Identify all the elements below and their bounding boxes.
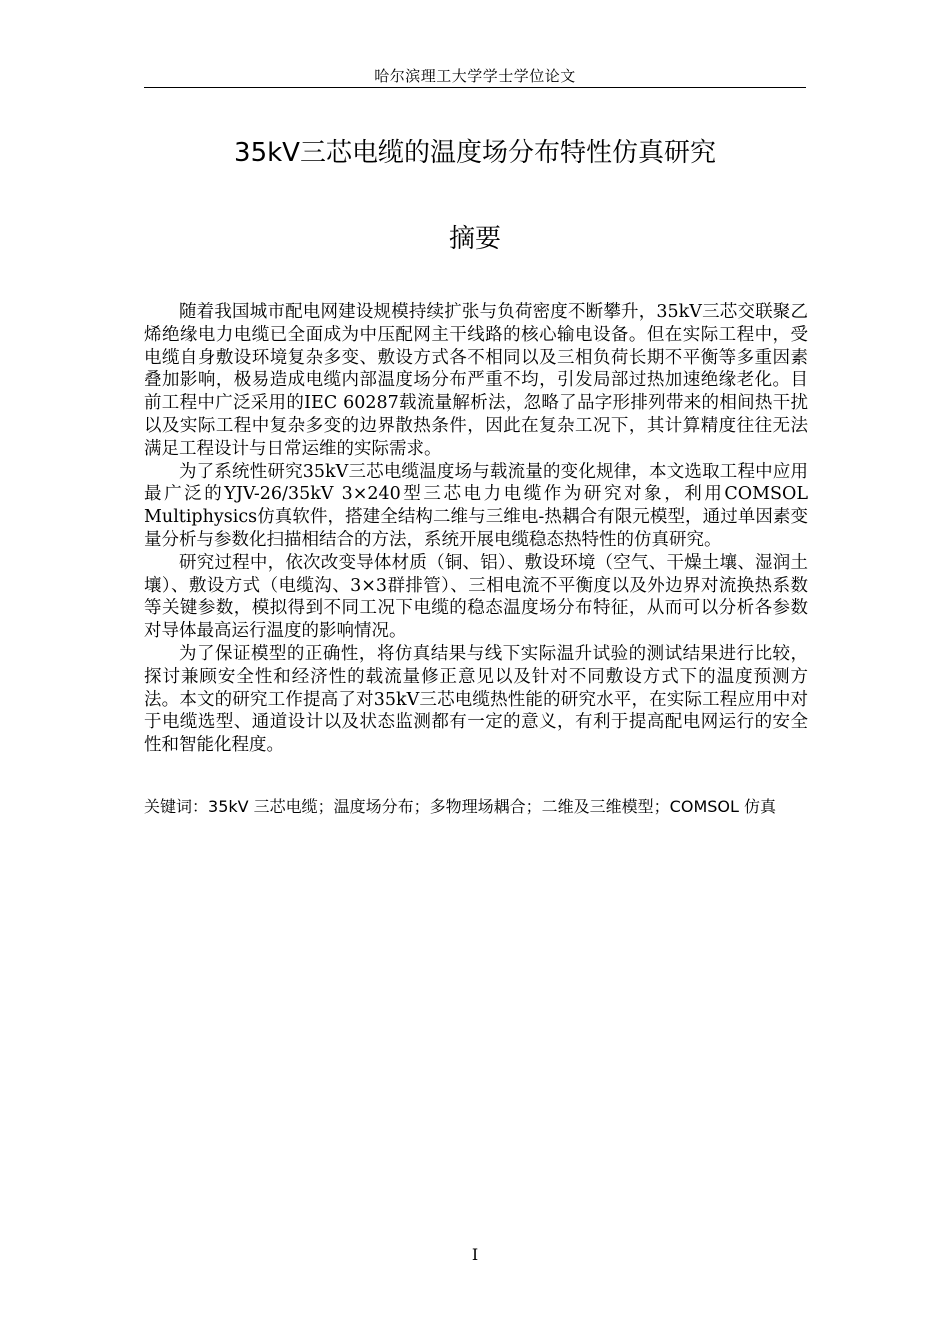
thesis-title: 35kV三芯电缆的温度场分布特性仿真研究 [234, 138, 716, 168]
abstract-body [144, 301, 808, 757]
running-header: 哈尔滨理工大学学士学位论文 [374, 67, 576, 85]
abstract-paragraph-3: 研究过程中，依次改变导体材质（铜、铝）、敷设环境（空气、干燥土壤、湿润土壤）、敷设方式（电缆沟、3×3群排管）、三相电流不平衡度以及外边界对流换热系数等关键参数，模拟得到不同工况下电缆的稳态温度场分布特征，从而可以分析各参数对导体最高运行温度的影响情况。 [144, 552, 808, 642]
abstract-paragraph-4: 为了保证模型的正确性，将仿真结果与线下实际温升试验的测试结果进行比较，探讨兼顾安全性和经济性的载流量修正意见以及针对不同敷设方式下的温度预测方法。本文的研究工作提高了对35kV三芯电缆热性能的研究水平，在实际工程应用中对于电缆选型、通道设计以及状态监测都有一定的意义，有利于提高配电网运行的安全性和智能化程度。 [144, 643, 808, 756]
keywords-line [144, 795, 808, 818]
page-number: I [471, 1245, 479, 1264]
keywords-label: 关键词： [144, 797, 209, 816]
keywords-text: 35kV 三芯电缆；温度场分布；多物理场耦合；二维及三维模型；COMSOL 仿真 [208, 797, 776, 816]
abstract-paragraph-1: 随着我国城市配电网建设规模持续扩张与负荷密度不断攀升，35kV三芯交联聚乙烯绝缘电力电缆已全面成为中压配网主干线路的核心输电设备。但在实际工程中，受电缆自身敷设环境复杂多变、敷设方式各不相同以及三相负荷长期不平衡等多重因素叠加影响，极易造成电缆内部温度场分布严重不均，引发局部过热加速绝缘老化。目前工程中广泛采用的IEC 60287载流量解析法，忽略了品字形排列带来的相间热干扰以及实际工程中复杂多变的边界散热条件，因此在复杂工况下，其计算精度往往无法满足工程设计与日常运维的实际需求。 [144, 302, 808, 459]
abstract-heading: 摘要 [448, 224, 501, 254]
abstract-paragraph-2: 为了系统性研究35kV三芯电缆温度场与载流量的变化规律，本文选取工程中应用最广泛的YJV-26/35kV 3×240型三芯电力电缆作为研究对象，利用COMSOL Multiphysics仿真软件，搭建全结构二维与三维电-热耦合有限元模型，通过单因素变量分析与参数化扫描相结合的方法，系统开展电缆稳态热特性的仿真研究。 [144, 461, 808, 550]
header-rule [144, 87, 806, 88]
